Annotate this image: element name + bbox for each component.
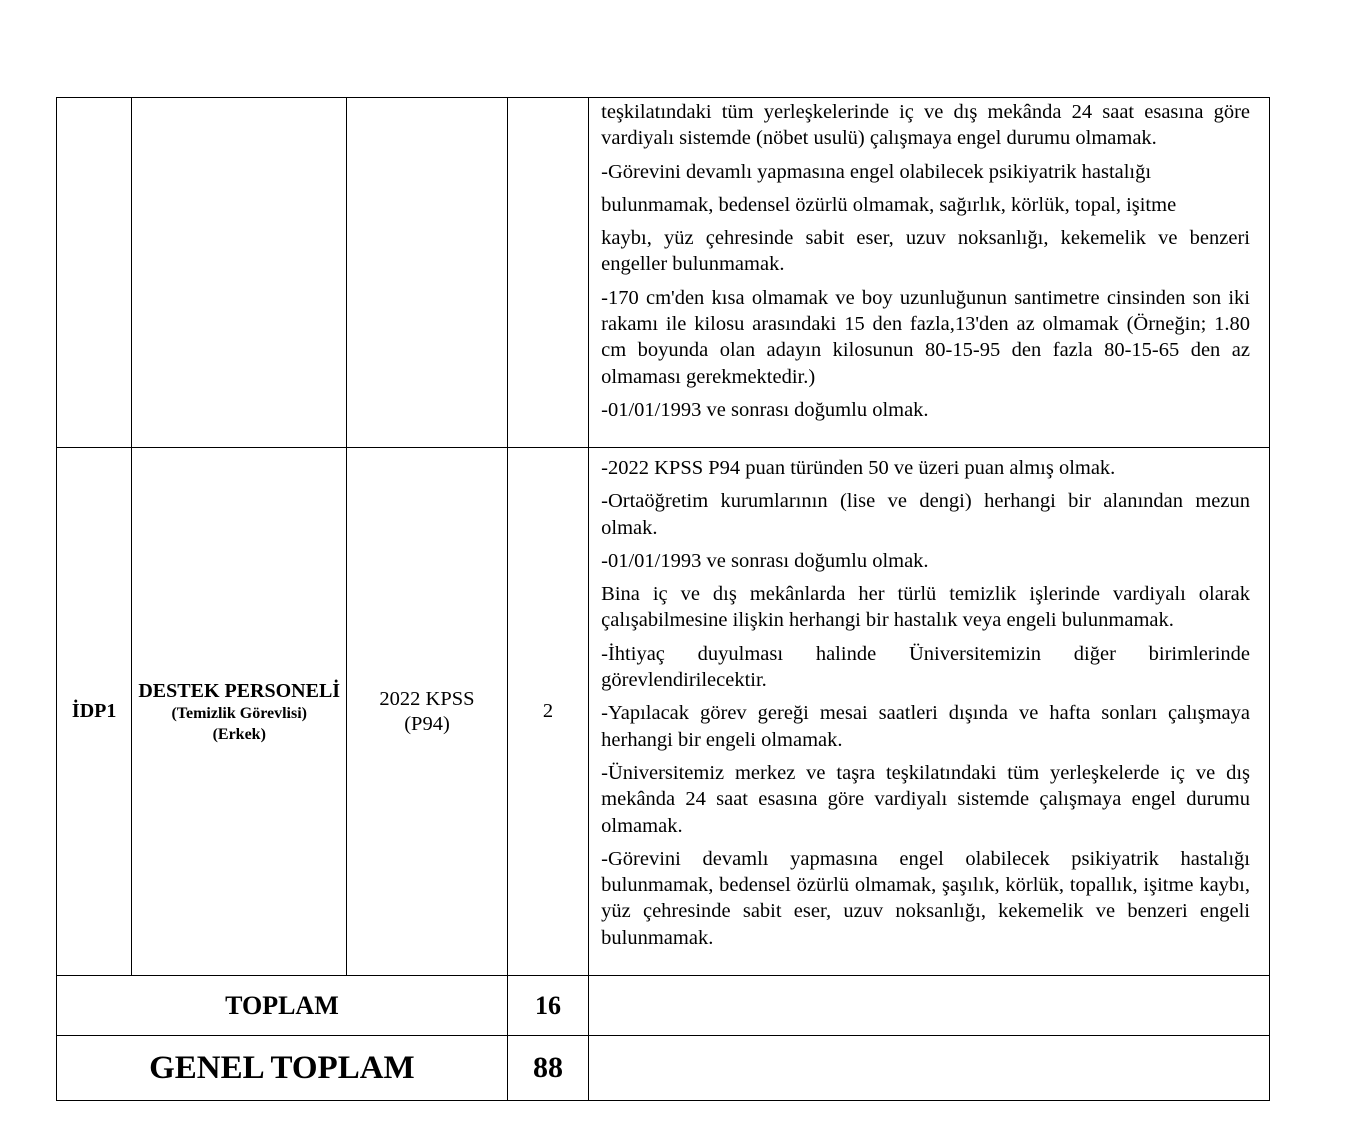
grand-total-value: 88 <box>507 1036 588 1101</box>
position-title: DESTEK PERSONELİ <box>138 679 341 702</box>
requirement-item: -01/01/1993 ve sonrası doğumlu olmak. <box>601 398 929 421</box>
total-value: 16 <box>507 976 588 1036</box>
position-gender: (Erkek) <box>212 725 266 743</box>
position-title-cell <box>132 448 347 976</box>
title-cell <box>132 98 347 448</box>
total-empty-cell <box>589 976 1270 1036</box>
position-subtitle: (Temizlik Görevlisi) <box>171 704 307 722</box>
requirement-item: -Üniversitemiz merkez ve taşra teşkilatındaki tüm yerleşkelerde iç ve dış mekânda 24 saat esasına göre vardiyalı sistemde çalışmaya engel durumu olmamak. <box>601 761 1250 837</box>
requirement-item: -Görevini devamlı yapmasına engel olabilecek psikiyatrik hastalığı <box>601 160 1152 183</box>
grand-total-label: GENEL TOPLAM <box>57 1036 508 1101</box>
position-count: 2 <box>507 448 588 976</box>
table-row <box>57 98 1270 448</box>
table-row <box>57 448 1270 976</box>
position-code: İDP1 <box>57 448 132 976</box>
requirement-item: -Görevini devamlı yapmasına engel olabilecek psikiyatrik hastalığı bulunmamak, bedensel özürlü olmamak, şaşılık, körlük, topallık, işitme kaybı, yüz çehresinde sabit eser, uzuv noksanlığı, kekemelik ve benzeri engeli bulunmamak. <box>601 847 1250 949</box>
requirement-item: -İhtiyaç duyulması halinde Üniversitemizin diğer birimlerinde görevlendirilecektir. <box>601 642 1250 692</box>
exam-name: 2022 KPSS <box>379 687 475 710</box>
positions-table <box>56 97 1270 1101</box>
grand-total-row <box>57 1036 1270 1101</box>
requirements-cell <box>589 98 1270 448</box>
total-row <box>57 976 1270 1036</box>
count-cell <box>507 98 588 448</box>
exam-cell <box>347 448 508 976</box>
requirement-item: Bina iç ve dış mekânlarda her türlü temizlik işlerinde vardiyalı olarak çalışabilmesine ilişkin herhangi bir hastalık veya engeli bulunmamak. <box>601 583 1250 632</box>
grand-total-empty-cell <box>589 1036 1270 1101</box>
requirement-item: kaybı, yüz çehresinde sabit eser, uzuv noksanlığı, kekemelik ve benzeri engeller bulunmamak. <box>601 227 1250 276</box>
requirement-item: -01/01/1993 ve sonrası doğumlu olmak. <box>601 549 929 572</box>
exam-score-type: (P94) <box>404 712 450 735</box>
requirement-item: -170 cm'den kısa olmamak ve boy uzunluğunun santimetre cinsinden son iki rakamı ile kilosu arasındaki 15 den fazla,13'den az olmamak (Örneğin; 1.80 cm boyunda olan adayın kilosunun 80-15-95 den fazla 80-15-65 den az olmaması gerekmektedir.) <box>601 286 1250 388</box>
requirement-item: -Ortaöğretim kurumlarının (lise ve dengi) herhangi bir alanından mezun olmak. <box>601 490 1250 539</box>
code-cell <box>57 98 132 448</box>
requirement-item: teşkilatındaki tüm yerleşkelerinde iç ve dış mekânda 24 saat esasına göre vardiyalı sistemde (nöbet usulü) çalışmaya engel durumu olmamak. <box>601 101 1250 150</box>
exam-cell <box>347 98 508 448</box>
requirements-cell <box>589 448 1270 976</box>
requirement-item: -2022 KPSS P94 puan türünden 50 ve üzeri puan almış olmak. <box>601 457 1116 479</box>
requirement-item: bulunmamak, bedensel özürlü olmamak, sağırlık, körlük, topal, işitme <box>601 193 1177 216</box>
requirement-item: -Yapılacak görev gereği mesai saatleri dışında ve hafta sonları çalışmaya herhangi bir engeli olmamak. <box>601 702 1250 751</box>
total-label: TOPLAM <box>57 976 508 1036</box>
